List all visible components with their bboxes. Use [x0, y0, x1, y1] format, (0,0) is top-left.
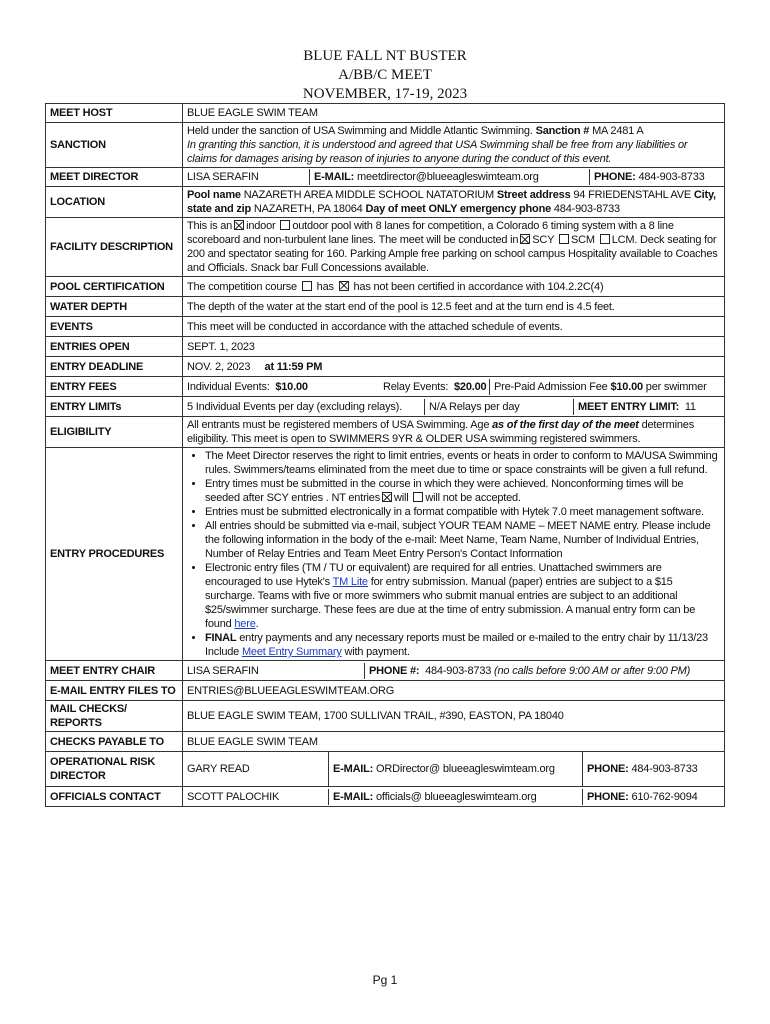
director-email-cell	[309, 169, 589, 185]
meet-name: BLUE FALL NT BUSTER	[303, 48, 467, 64]
label-entry-deadline: ENTRY DEADLINE	[46, 357, 183, 377]
row-checks-payable	[46, 732, 725, 752]
label-mail-checks: MAIL CHECKS/ REPORTS	[46, 701, 183, 732]
facility-details: Deck seating for 200 and spectator seating for 160. Parking Ample free parking on school campus Hospitality available to Coaches and Officials. Snack bar Full Concessions available.	[187, 234, 718, 274]
label-entry-chair: MEET ENTRY CHAIR	[46, 661, 183, 681]
row-meet-director	[46, 168, 725, 187]
value-mail-checks: BLUE EAGLE SWIM TEAM, 1700 SULLIVAN TRAIL, #390, EASTON, PA 18040	[183, 701, 725, 732]
label-entry-limits: ENTRY LIMITs	[46, 397, 183, 417]
value-pool-cert	[183, 277, 725, 297]
row-entry-fees	[46, 377, 725, 397]
entry-chair-note: (no calls before 9:00 AM or after 9:00 PM)	[494, 664, 691, 677]
email-label: E-MAIL:	[314, 171, 355, 183]
value-checks-payable: BLUE EAGLE SWIM TEAM	[183, 732, 725, 752]
has-checkbox[interactable]	[302, 281, 312, 291]
meet-dates: NOVEMBER, 17-19, 2023	[302, 86, 468, 102]
value-meet-host: BLUE EAGLE SWIM TEAM	[183, 104, 725, 123]
has-not-label: has not been certified in accordance with 104.2.2C(4)	[353, 280, 604, 293]
op-risk-email-cell	[328, 751, 582, 787]
row-entry-deadline	[46, 357, 725, 377]
value-entries-open: SEPT. 1, 2023	[183, 337, 725, 357]
row-officials	[46, 787, 725, 807]
value-meet-director	[183, 168, 725, 187]
officials-phone-cell	[582, 789, 724, 805]
sanction-disclaimer: In granting this sanction, it is understood and agreed that USA Swimming shall be free from any liabilities or claims for damages arising by reason of injuries to anyone during the conduct of this event.	[187, 139, 688, 165]
deadline-time: at 11:59 PM	[264, 360, 323, 373]
procedure-item	[205, 477, 720, 505]
op-risk-phone-cell	[582, 751, 724, 787]
label-pool-cert: POOL CERTIFICATION	[46, 277, 183, 297]
final-suffix: with payment.	[344, 646, 410, 658]
value-entry-fees	[183, 377, 725, 397]
pool-name: NAZARETH AREA MIDDLE SCHOOL NATATORIUM	[243, 189, 495, 201]
entry-chair-name: LISA SERAFIN	[187, 664, 259, 677]
scm-label: SCM	[570, 234, 595, 246]
electronic-entry-text: Electronic entry files (TM / TU or equivalent) are required for all entries. Unattached swimmers are encouraged to use Hytek's	[205, 562, 662, 588]
label-sanction: SANCTION	[46, 123, 183, 168]
row-email-files	[46, 681, 725, 701]
row-location	[46, 187, 725, 218]
label-water-depth: WATER DEPTH	[46, 297, 183, 317]
scm-checkbox[interactable]	[559, 234, 569, 244]
city-label: City, state and zip	[187, 189, 716, 215]
value-email-files: ENTRIES@BLUEEAGLESWIMTEAM.ORG	[183, 681, 725, 701]
value-eligibility	[183, 417, 725, 448]
procedure-item: • All entries should be submitted via e-mail, subject YOUR TEAM NAME – MEET NAME entry. Please include the following information in the body of the e-mail: Meet Name, Team Name, Number of Individual Entries, Number of Relay Entries and Team Meet Entry Person's Contact Information	[205, 519, 720, 561]
pool-name-label: Pool name	[187, 189, 241, 201]
lcm-label: LCM.	[611, 234, 638, 246]
page-number: Pg 1	[372, 973, 398, 987]
entry-chair-phone: 484-903-8733	[425, 664, 492, 677]
city-state-zip: NAZARETH, PA 18064	[253, 203, 363, 215]
emergency-phone-label: Day of meet ONLY emergency phone	[365, 203, 552, 215]
label-facility: FACILITY DESCRIPTION	[46, 218, 183, 277]
op-risk-name: GARY READ	[187, 763, 250, 775]
row-entry-chair	[46, 661, 725, 681]
scy-checkbox[interactable]	[520, 234, 530, 244]
eligibility-text: All entrants must be registered members of USA Swimming. Age	[187, 419, 490, 431]
emergency-phone: 484-903-8733	[553, 203, 620, 215]
final-label: FINAL	[205, 632, 237, 644]
director-name: LISA SERAFIN	[187, 171, 259, 183]
officials-email: officials@ blueeagleswimteam.org	[376, 790, 537, 803]
officials-phone-label: PHONE:	[587, 790, 629, 803]
officials-phone: 610-762-9094	[631, 790, 698, 803]
phone-label: PHONE:	[594, 171, 636, 183]
officials-name: SCOTT PALOCHIK	[187, 790, 280, 803]
individual-limit: 5 Individual Events per day (excluding relays).	[187, 400, 402, 413]
final-text: entry payments and any necessary reports must be mailed or e-mailed to the entry chair by 11/13/23 Include	[205, 632, 708, 658]
value-op-risk	[183, 752, 725, 787]
eligibility-details: determines eligibility. This meet is open to SWIMMERS 9YR & OLDER USA swimming registered swimmers.	[187, 419, 694, 445]
outdoor-label: outdoor pool with 8 lanes for competition, a Colorado 6 timing system with a 8 line scoreboard and non-turbulent lane lines. The meet will be conducted in	[187, 220, 674, 246]
value-facility	[183, 218, 725, 277]
relay-limit: N/A Relays per day	[424, 399, 573, 415]
label-meet-director: MEET DIRECTOR	[46, 168, 183, 187]
row-water-depth	[46, 297, 725, 317]
outdoor-checkbox[interactable]	[280, 220, 290, 230]
value-entry-deadline	[183, 357, 725, 377]
label-entry-fees: ENTRY FEES	[46, 377, 183, 397]
nt-will-not-checkbox[interactable]	[413, 492, 423, 502]
has-label: has	[316, 280, 334, 293]
officials-email-label: E-MAIL:	[333, 790, 374, 803]
row-mail-checks	[46, 701, 725, 732]
individual-fee: $10.00	[275, 380, 308, 393]
label-entry-procedures: ENTRY PROCEDURES	[46, 448, 183, 661]
procedure-item: • The Meet Director reserves the right to limit entries, events or heats in order to conform to MA/USA Swimming rules. Swimmers/teams eliminated from the meet due to time or space constraints will be given a full refund.	[205, 449, 720, 477]
entry-form-link[interactable]: here	[234, 618, 256, 630]
has-not-checkbox[interactable]	[339, 281, 349, 291]
meet-limit-cell	[573, 399, 724, 415]
label-location: LOCATION	[46, 187, 183, 218]
eligibility-emphasis: as of the first day of the meet	[492, 419, 639, 431]
label-checks-payable: CHECKS PAYABLE TO	[46, 732, 183, 752]
row-meet-host	[46, 104, 725, 123]
individual-fee-label: Individual Events:	[187, 380, 270, 393]
value-location	[183, 187, 725, 218]
value-entry-procedures	[183, 448, 725, 661]
label-meet-host: MEET HOST	[46, 104, 183, 123]
meet-entry-summary-link[interactable]: Meet Entry Summary	[241, 646, 342, 658]
op-risk-email-label: E-MAIL:	[333, 763, 374, 775]
procedure-item: • Electronic entry files (TM / TU or equivalent) are required for all entries. Unattached swimmers are encouraged to use Hytek's TM Lite for entry submission. Manual (paper) entries are subject to a $15 surcharge. Teams with five or more swimmers who submit manual entries are subject to an additional $25/swimmer surcharge. These fees are due at the time of entry submission. A manual entry form can be found here.	[205, 561, 720, 631]
meet-limit-label: MEET ENTRY LIMIT:	[578, 400, 680, 413]
sanction-number-label: Sanction #	[535, 125, 590, 137]
label-email-files: E-MAIL ENTRY FILES TO	[46, 681, 183, 701]
value-water-depth: The depth of the water at the start end of the pool is 12.5 feet and at the turn end is 4.5 feet.	[183, 297, 725, 317]
row-pool-certification	[46, 277, 725, 297]
entry-chair-phone-label: PHONE #:	[369, 664, 420, 677]
label-entries-open: ENTRIES OPEN	[46, 337, 183, 357]
value-events: This meet will be conducted in accordance with the attached schedule of events.	[183, 317, 725, 337]
indoor-label: indoor	[246, 220, 276, 232]
op-risk-phone: 484-903-8733	[631, 763, 698, 775]
op-risk-phone-label: PHONE:	[587, 763, 629, 775]
admission-fee-label: Pre-Paid Admission Fee	[494, 380, 608, 393]
entry-chair-phone-cell	[364, 663, 724, 679]
nt-will-label: will	[394, 492, 409, 504]
label-eligibility: ELIGIBILITY	[46, 417, 183, 448]
scy-label: SCY	[532, 234, 555, 246]
row-facility	[46, 218, 725, 277]
cert-text: The competition course	[187, 280, 297, 293]
individual-fee-cell	[183, 379, 379, 395]
label-events: EVENTS	[46, 317, 183, 337]
op-risk-email: ORDirector@ blueeagleswimteam.org	[376, 763, 555, 775]
nt-will-not-label: will not be accepted.	[425, 492, 521, 504]
admission-fee: $10.00	[610, 380, 643, 393]
indoor-checkbox[interactable]	[234, 220, 244, 230]
row-eligibility	[46, 417, 725, 448]
row-entry-limits	[46, 397, 725, 417]
procedure-item: • Entries must be submitted electronically in a format compatible with Hytek 7.0 meet management software.	[205, 505, 720, 519]
sanction-number: MA 2481 A	[592, 125, 644, 137]
facility-text: This is an	[187, 220, 233, 232]
deadline-date: NOV. 2, 2023	[187, 360, 251, 373]
row-events	[46, 317, 725, 337]
document-title	[0, 47, 770, 104]
meet-limit: 11	[684, 400, 696, 413]
street-label: Street address	[496, 189, 571, 201]
relay-fee-label: Relay Events:	[383, 380, 449, 393]
officials-email-cell	[328, 789, 582, 805]
value-entry-chair	[183, 661, 725, 681]
sanction-text: Held under the sanction of USA Swimming and Middle Atlantic Swimming.	[187, 125, 533, 137]
manual-entry-text: for entry submission. Manual (paper) entries are subject to a $15 surcharge. Teams with five or more swimmers who submit manual entries are subject to an additional $25/swimmer surcharge. These fees are due at the time of entry submission. A manual entry form can be found	[205, 576, 696, 630]
director-email: meetdirector@blueeagleswimteam.org	[357, 171, 539, 183]
row-entries-open	[46, 337, 725, 357]
label-officials: OFFICIALS CONTACT	[46, 787, 183, 807]
director-phone-cell	[589, 169, 724, 185]
nt-entries-text: Entry times must be submitted in the course in which they were achieved. Nonconforming times will be seeded after SCY entries . NT entries	[205, 478, 684, 504]
admission-fee-cell	[489, 379, 724, 395]
admission-fee-suffix: per swimmer	[645, 380, 707, 393]
procedure-item	[205, 631, 720, 659]
relay-fee-cell	[379, 379, 489, 395]
nt-will-checkbox[interactable]	[382, 492, 392, 502]
tm-lite-link[interactable]: TM Lite	[332, 576, 368, 588]
row-entry-procedures	[46, 448, 725, 661]
value-entry-limits	[183, 397, 725, 417]
label-op-risk: OPERATIONAL RISK DIRECTOR	[46, 752, 183, 787]
meet-class: A/BB/C MEET	[338, 67, 432, 83]
value-sanction	[183, 123, 725, 168]
value-officials	[183, 787, 725, 807]
row-operational-risk	[46, 752, 725, 787]
lcm-checkbox[interactable]	[600, 234, 610, 244]
relay-fee: $20.00	[453, 380, 487, 393]
street-address: 94 FRIEDENSTAHL AVE	[573, 189, 692, 201]
meet-info-table	[45, 103, 725, 807]
director-phone: 484-903-8733	[638, 171, 705, 183]
row-sanction	[46, 123, 725, 168]
